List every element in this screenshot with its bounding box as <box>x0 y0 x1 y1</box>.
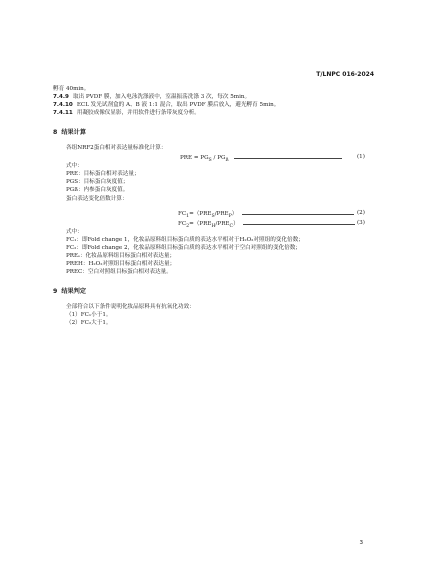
condition-2: （2）FC₂大于1。 <box>66 320 112 326</box>
definition-fc2: FC₂：即Fold change 2，化妆品原料组目标蛋白质的表达水平相对于空白对照组的变化倍数； <box>66 245 301 251</box>
equation-number-2: (2) <box>357 210 365 216</box>
definition-pre-s: PREₛ：化妆品原料组目标蛋白相对表达量； <box>66 253 176 259</box>
condition-1: （1）FC₁小于1。 <box>66 312 112 318</box>
formula-text: =（PRE <box>189 211 212 217</box>
formula-text: =（PRE <box>189 221 212 227</box>
incubation-line: 孵育 40min。 <box>53 86 90 92</box>
where-label: 式中： <box>66 163 83 169</box>
formula-sub: 2 <box>186 224 190 230</box>
definition-pre-h: PREH：H₂O₂对照组目标蛋白相对表达量； <box>66 261 176 267</box>
formula-2 <box>178 210 354 220</box>
page-number: 3 <box>359 540 363 546</box>
standard-number: T/LNPC 016-2024 <box>316 71 374 78</box>
clause-7-4-11 <box>53 110 200 117</box>
equation-number-3: (3) <box>357 220 365 226</box>
section-9-intro: 全部符合以下条件说明化妆品原料具有抗氧化功效： <box>66 304 195 310</box>
section-8-heading <box>53 129 86 136</box>
equation-number-1: (1) <box>357 154 365 160</box>
formula-text: / PG <box>211 155 226 161</box>
formula-text: FC <box>178 211 187 217</box>
formula-sub: H <box>211 224 216 230</box>
formula-sub: S <box>208 158 212 164</box>
section-8-intro-2: 蛋白表达变化倍数计算： <box>66 196 128 202</box>
formula-1 <box>180 154 342 164</box>
definition-pre: PRE：目标蛋白相对表达量； <box>66 171 140 177</box>
section-8-intro: 各组NRF2蛋白相对表达量标准化计算： <box>66 145 167 151</box>
formula-text: ） <box>231 211 238 217</box>
clause-text: 用凝胶成像仪显影，并用软件进行条带灰度分析。 <box>76 110 200 116</box>
section-title: 结果计算 <box>61 129 87 136</box>
where-label-2: 式中： <box>66 229 83 235</box>
definition-pgs: PGS：目标蛋白灰度值； <box>66 179 129 185</box>
leader-line <box>242 210 354 215</box>
formula-3 <box>178 220 355 230</box>
definition-pgb: PGß：内参蛋白灰度值。 <box>66 187 129 193</box>
section-number: 9 <box>53 288 58 295</box>
clause-7-4-9 <box>53 94 250 101</box>
formula-sub: ß <box>225 158 229 164</box>
clause-number: 7.4.9 <box>53 94 69 100</box>
formula-text: /PRE <box>214 211 229 217</box>
clause-7-4-10 <box>53 102 279 109</box>
clause-number: 7.4.10 <box>53 102 73 108</box>
formula-text: /PRE <box>215 221 230 227</box>
formula-text: ） <box>233 221 239 227</box>
section-number: 8 <box>53 129 58 136</box>
clause-text: ECL 发光试剂盒的 A、B 液 1:1 混合，取出 PVDF 膜后放入，避光孵育 5min。 <box>76 102 280 108</box>
formula-sub: C <box>229 224 234 230</box>
formula-sub: 1 <box>186 214 190 220</box>
leader-line <box>243 220 355 225</box>
clause-text: 取出 PVDF 膜，加入电泳洗涤液中，室温振荡洗涤 3 次，每次 5min。 <box>72 94 251 100</box>
formula-text: PRE = PG <box>180 155 209 161</box>
definition-fc1: FC₁：即Fold change 1，化妆品原料组目标蛋白质的表达水平相对于H₂O₂对照组的变化倍数； <box>66 237 304 243</box>
formula-text: FC <box>178 221 187 227</box>
clause-number: 7.4.11 <box>53 110 73 116</box>
formula-sub: S <box>211 214 215 220</box>
formula-sub: P <box>228 214 232 220</box>
definition-pre-c: PREC：空白对照组目标蛋白相对表达量。 <box>66 269 172 275</box>
section-9-heading <box>53 288 86 295</box>
leader-line <box>234 154 342 159</box>
section-title: 结果判定 <box>61 288 87 295</box>
